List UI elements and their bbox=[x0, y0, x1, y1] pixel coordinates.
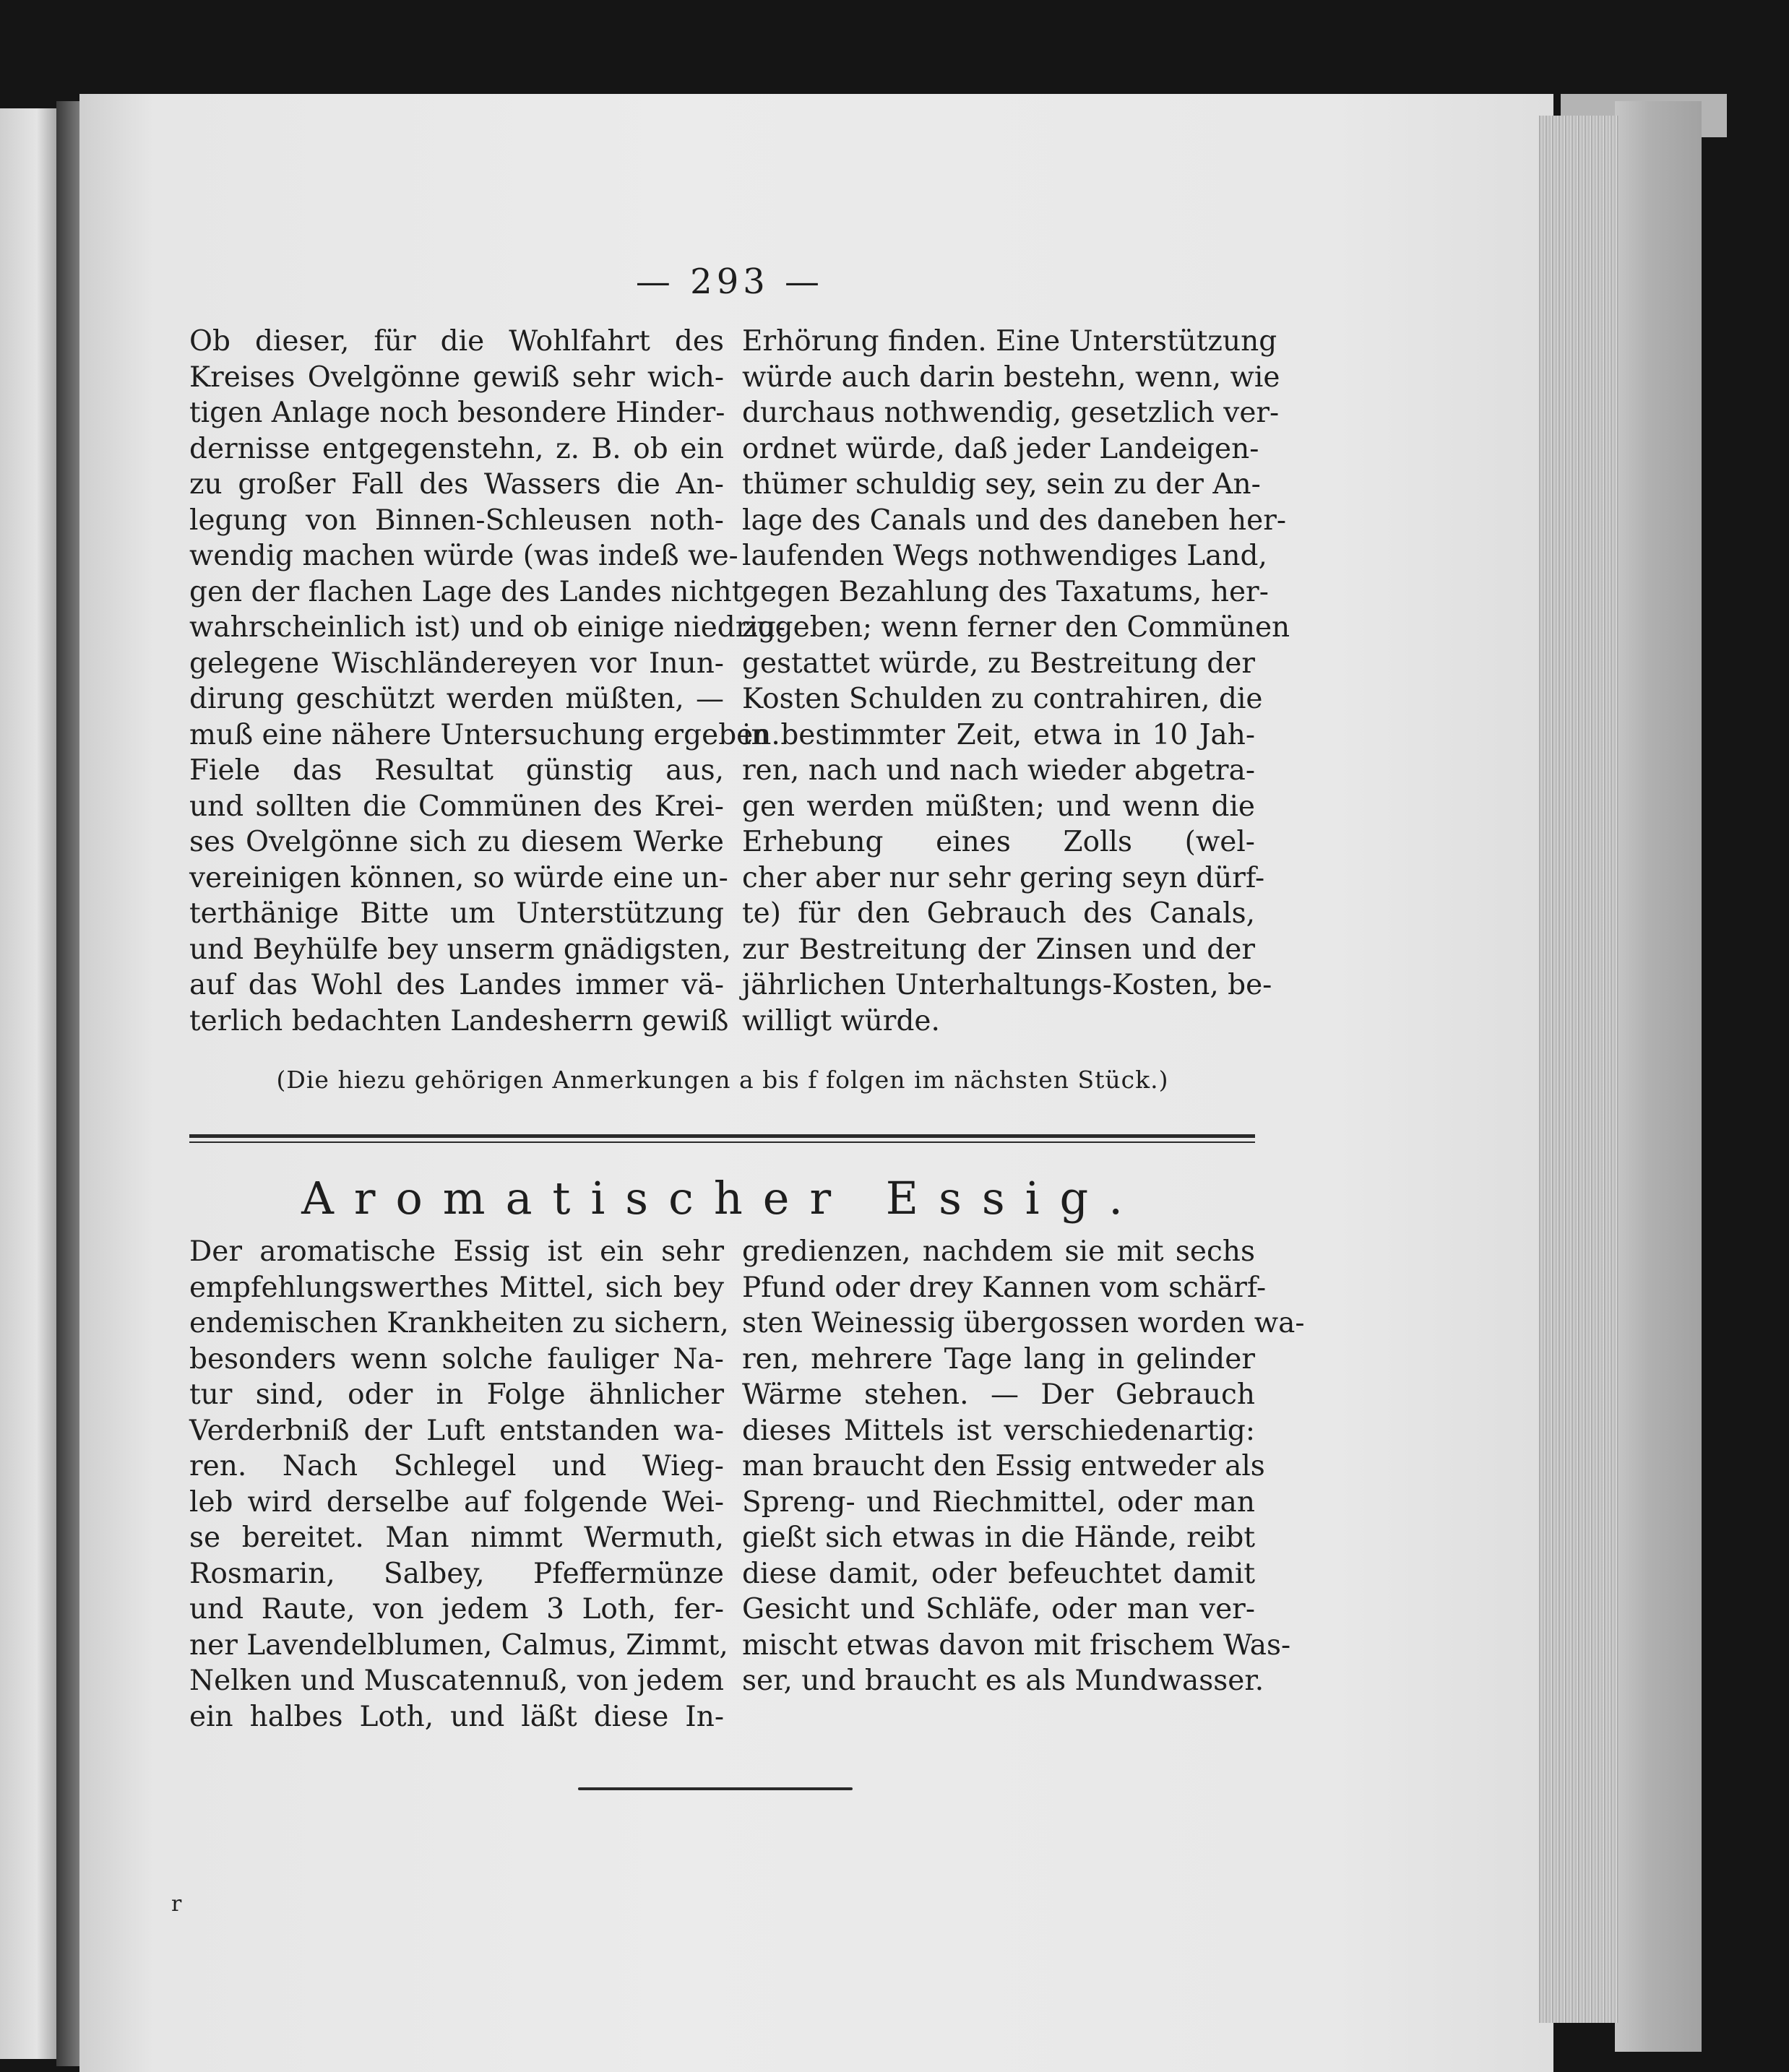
text-line: lage des Canals und des daneben her- bbox=[742, 504, 1287, 537]
text-line: ses Ovelgönne sich zu diesem Werke bbox=[189, 826, 724, 858]
text-line: Fiele das Resultat günstig aus, bbox=[189, 754, 724, 787]
text-line: gegen Bezahlung des Taxatums, her- bbox=[742, 575, 1269, 608]
text-line: endemischen Krankheiten zu sichern, bbox=[189, 1307, 729, 1339]
text-line: besonders wenn solche fauliger Na- bbox=[189, 1342, 724, 1376]
text-line: sten Weinessig übergossen worden wa- bbox=[742, 1307, 1305, 1339]
text-line: thümer schuldig sey, sein zu der An- bbox=[742, 468, 1261, 501]
text-line: gießt sich etwas in die Hände, reibt bbox=[742, 1521, 1255, 1554]
text-line: Erhörung finden. Eine Unterstützung bbox=[742, 325, 1277, 358]
text-line: ein halbes Loth, und läßt diese In- bbox=[189, 1700, 724, 1733]
text-line: terlich bedachten Landesherrn gewiß bbox=[189, 1004, 729, 1037]
text-line: laufenden Wegs nothwendiges Land, bbox=[742, 540, 1267, 572]
footnote-reference: (Die hiezu gehörigen Anmerkungen a bis f folgen im nächsten Stück.) bbox=[276, 1066, 1169, 1094]
text-line: Rosmarin, Salbey, Pfeffermünze bbox=[189, 1557, 724, 1590]
text-line: tigen Anlage noch besondere Hinder- bbox=[189, 397, 725, 429]
text-line: auf das Wohl des Landes immer vä- bbox=[189, 969, 724, 1001]
text-line: cher aber nur sehr gering seyn dürf- bbox=[742, 861, 1265, 894]
text-line: ren, nach und nach wieder abgetra- bbox=[742, 754, 1255, 787]
text-line: te) für den Gebrauch des Canals, bbox=[742, 897, 1255, 930]
text-line: jährlichen Unterhaltungs-Kosten, be- bbox=[742, 969, 1272, 1001]
text-line: Der aromatische Essig ist ein sehr bbox=[189, 1235, 724, 1268]
article-heading: Aromatischer Essig. bbox=[301, 1172, 1143, 1225]
text-line: und Raute, von jedem 3 Loth, fer- bbox=[189, 1593, 724, 1626]
text-line: dieses Mittels ist verschiedenartig: bbox=[742, 1414, 1255, 1447]
text-line: Erhebung eines Zolls (wel- bbox=[742, 826, 1255, 858]
text-line: würde auch darin bestehn, wenn, wie bbox=[742, 361, 1280, 394]
text-line: ner Lavendelblumen, Calmus, Zimmt, bbox=[189, 1628, 728, 1662]
text-line: durchaus nothwendig, gesetzlich ver- bbox=[742, 397, 1280, 429]
text-line: in bestimmter Zeit, etwa in 10 Jah- bbox=[742, 718, 1255, 751]
article1-column-left bbox=[189, 324, 786, 1039]
book-cover-edge bbox=[1615, 101, 1702, 2052]
text-line: legung von Binnen-Schleusen noth- bbox=[189, 504, 724, 537]
text-line: vereinigen können, so würde eine un- bbox=[189, 861, 728, 894]
section-divider bbox=[189, 1134, 1255, 1138]
article2-column-right bbox=[742, 1234, 1305, 1699]
text-line: diese damit, oder befeuchtet damit bbox=[742, 1557, 1255, 1590]
text-line: ren, mehrere Tage lang in gelinder bbox=[742, 1342, 1255, 1376]
text-line: gen werden müßten; und wenn die bbox=[742, 790, 1255, 823]
text-line: terthänige Bitte um Unterstützung bbox=[189, 897, 724, 930]
text-line: ren. Nach Schlegel und Wieg- bbox=[189, 1450, 724, 1482]
text-line: ordnet würde, daß jeder Landeigen- bbox=[742, 432, 1259, 465]
section-divider-thin bbox=[189, 1141, 1255, 1143]
text-line: dernisse entgegenstehn, z. B. ob ein bbox=[189, 432, 724, 465]
text-line: man braucht den Essig entweder als bbox=[742, 1450, 1265, 1482]
text-line: und Beyhülfe bey unserm gnädigsten, bbox=[189, 933, 731, 966]
text-line: gestattet würde, zu Bestreitung der bbox=[742, 647, 1255, 680]
text-line: Kosten Schulden zu contrahiren, die bbox=[742, 683, 1263, 715]
page-number: — 293 — bbox=[635, 262, 824, 302]
text-line: Ob dieser, für die Wohlfahrt des bbox=[189, 325, 724, 358]
text-line: empfehlungswerthes Mittel, sich bey bbox=[189, 1271, 724, 1304]
text-line: zu großer Fall des Wassers die An- bbox=[189, 468, 724, 501]
text-line: Nelken und Muscatennuß, von jedem bbox=[189, 1665, 724, 1697]
margin-mark: r bbox=[171, 1891, 182, 1917]
text-line: se bereitet. Man nimmt Wermuth, bbox=[189, 1521, 724, 1554]
text-line: wendig machen würde (was indeß we- bbox=[189, 540, 738, 572]
text-line: muß eine nähere Untersuchung ergeben. bbox=[189, 718, 780, 751]
article2-column-left bbox=[189, 1234, 729, 1735]
text-line: Spreng- und Riechmittel, oder man bbox=[742, 1485, 1255, 1519]
facing-page-edge bbox=[0, 108, 61, 2059]
end-ornament-rule bbox=[578, 1787, 853, 1790]
text-line: willigt würde. bbox=[742, 1004, 940, 1037]
text-line: und sollten die Commünen des Krei- bbox=[189, 790, 724, 823]
text-line: ser, und braucht es als Mundwasser. bbox=[742, 1665, 1264, 1697]
page-edges-stack bbox=[1539, 116, 1618, 2023]
article1-column-right bbox=[742, 324, 1290, 1039]
text-line: wahrscheinlich ist) und ob einige niedrig- bbox=[189, 611, 786, 644]
text-line: Pfund oder drey Kannen vom schärf- bbox=[742, 1271, 1267, 1304]
text-line: gelegene Wischländereyen vor Inun- bbox=[189, 647, 724, 680]
text-line: gen der flachen Lage des Landes nicht bbox=[189, 575, 743, 608]
text-line: tur sind, oder in Folge ähnlicher bbox=[189, 1378, 724, 1411]
text-line: gredienzen, nachdem sie mit sechs bbox=[742, 1235, 1255, 1268]
text-line: zugeben; wenn ferner den Commünen bbox=[742, 611, 1290, 644]
text-line: Wärme stehen. — Der Gebrauch bbox=[742, 1378, 1255, 1411]
text-line: Kreises Ovelgönne gewiß sehr wich- bbox=[189, 361, 724, 394]
text-line: Verderbniß der Luft entstanden wa- bbox=[189, 1414, 724, 1447]
text-line: mischt etwas davon mit frischem Was- bbox=[742, 1628, 1291, 1662]
text-line: Gesicht und Schläfe, oder man ver- bbox=[742, 1593, 1255, 1626]
text-line: leb wird derselbe auf folgende Wei- bbox=[189, 1485, 724, 1519]
text-line: zur Bestreitung der Zinsen und der bbox=[742, 933, 1255, 966]
text-line: dirung geschützt werden müßten, — bbox=[189, 683, 724, 715]
